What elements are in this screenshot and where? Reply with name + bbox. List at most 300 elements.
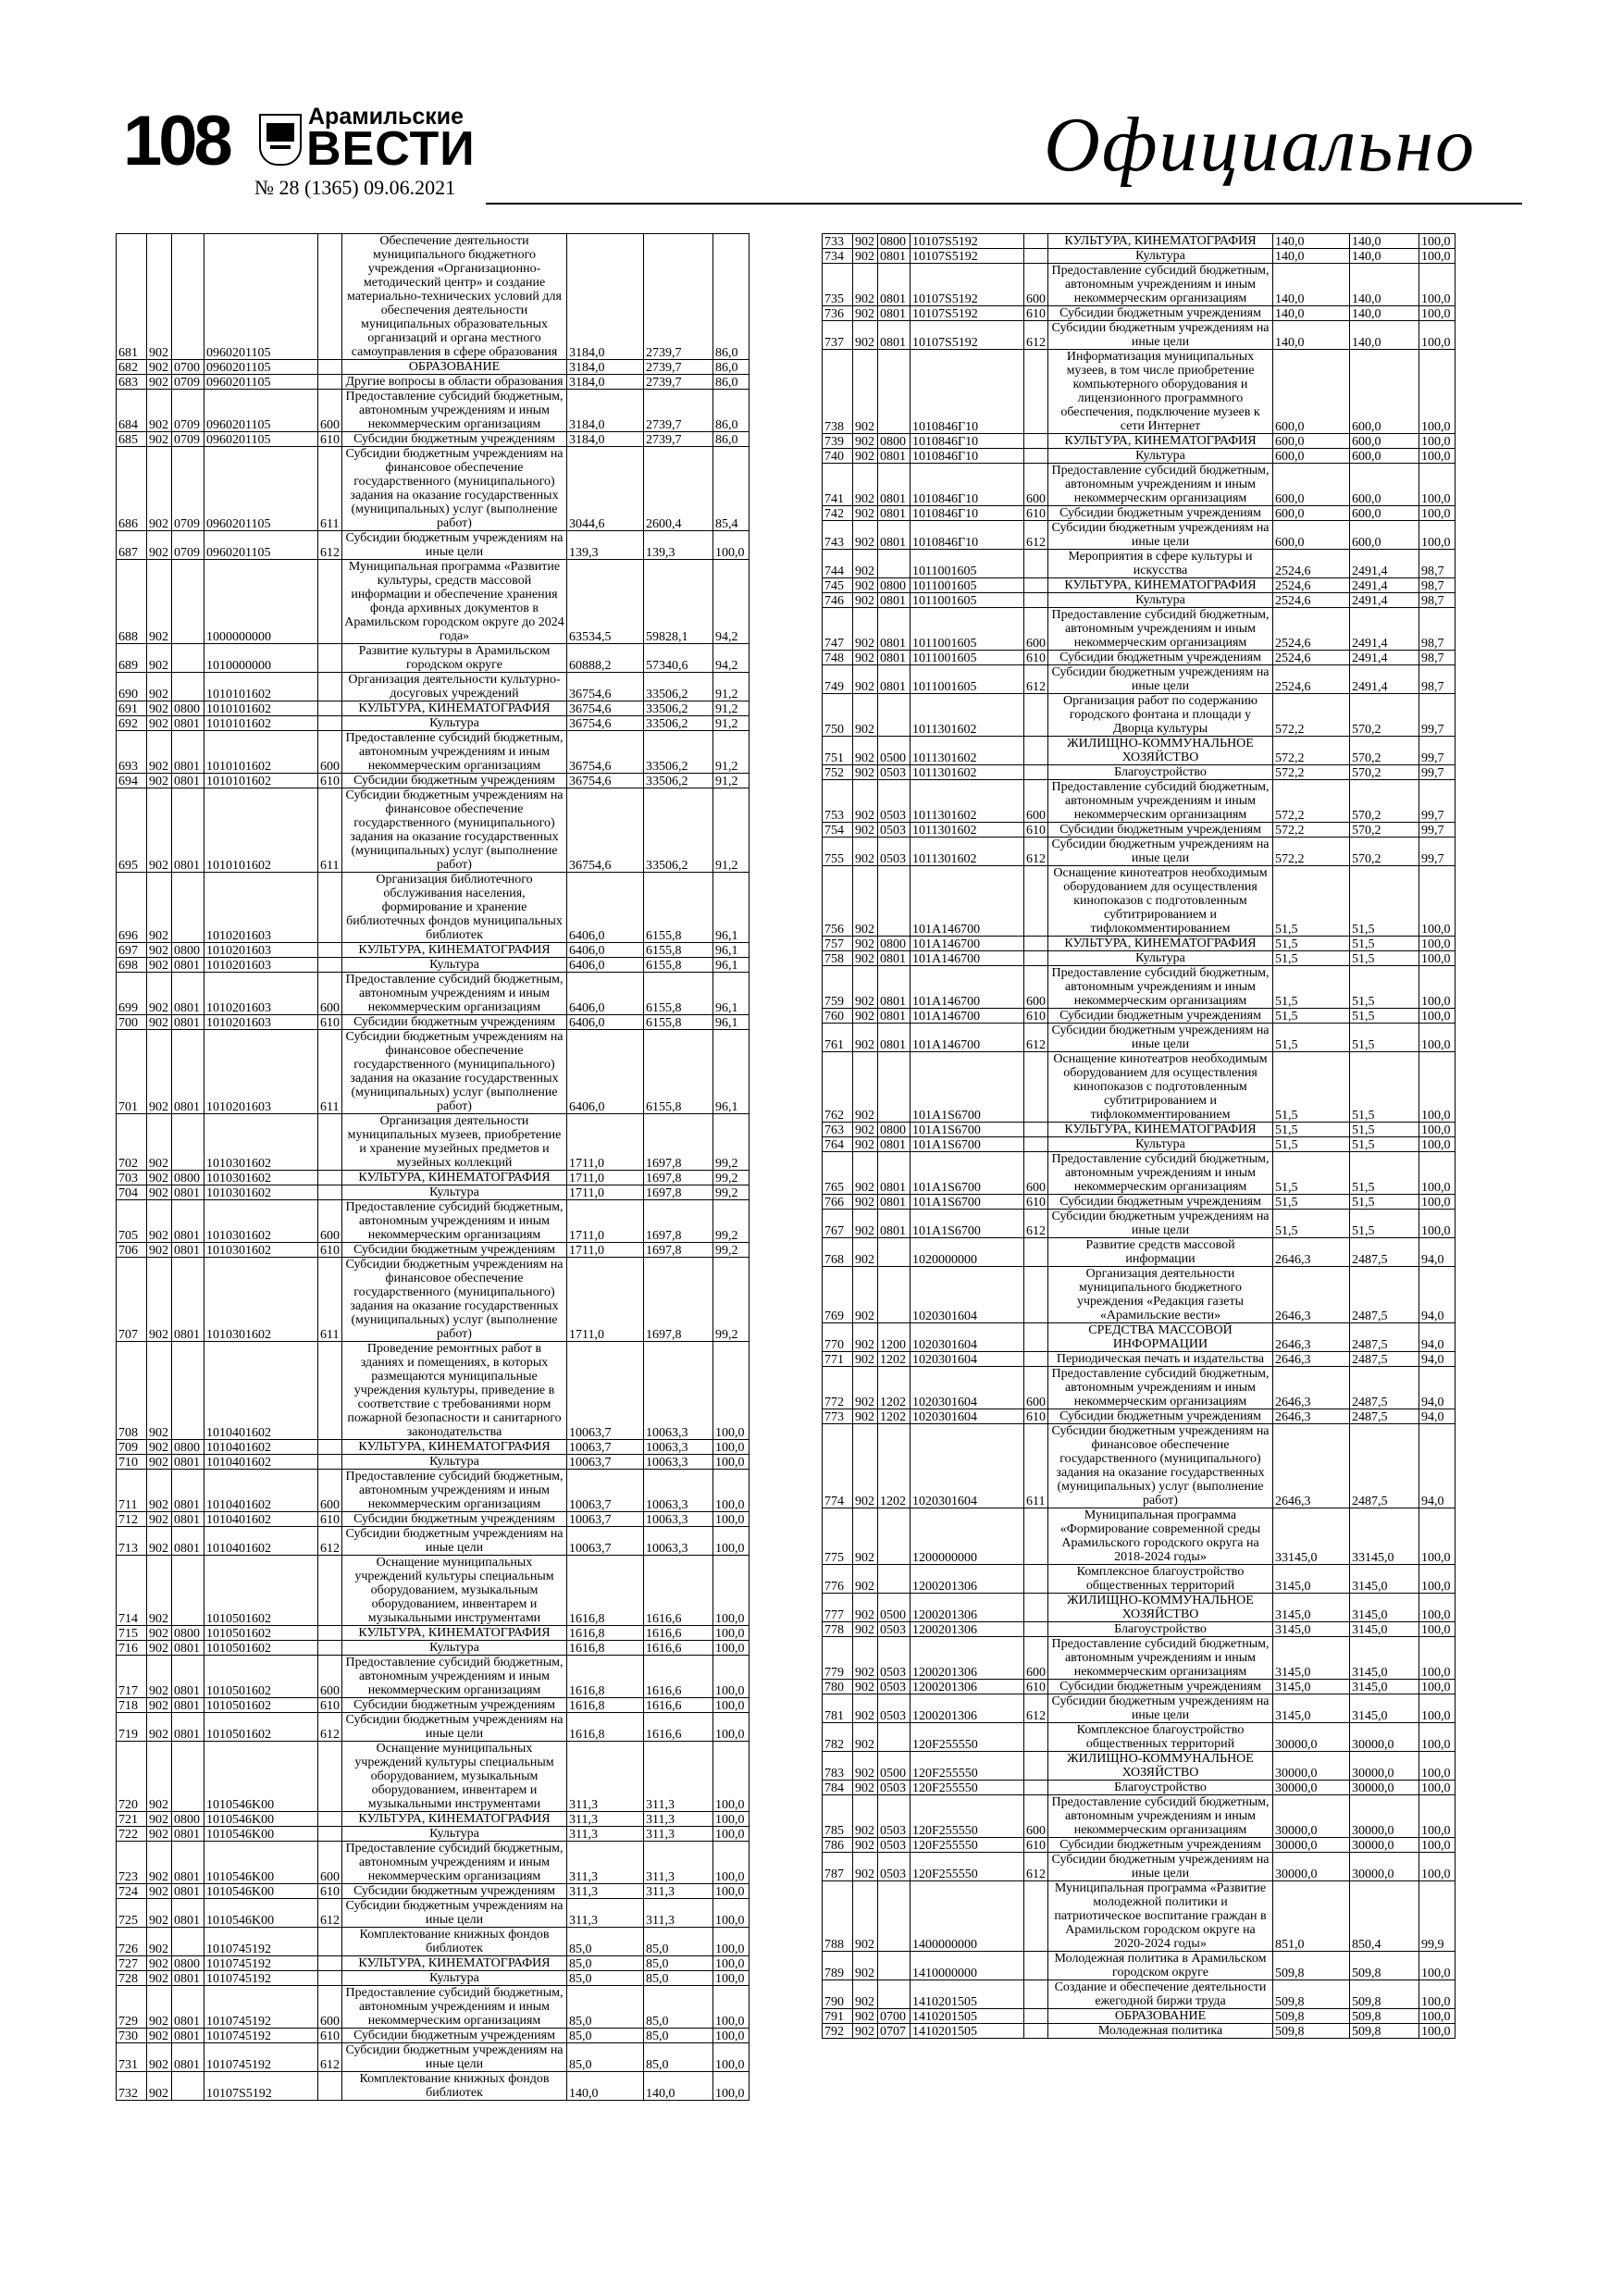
grbs-code: 902 bbox=[147, 1556, 172, 1626]
row-number: 682 bbox=[117, 360, 147, 375]
expense-type: 612 bbox=[1024, 321, 1048, 350]
plan-amount: 6406,0 bbox=[567, 873, 644, 943]
plan-amount: 311,3 bbox=[567, 1827, 644, 1842]
grbs-code: 902 bbox=[147, 1171, 172, 1185]
plan-amount: 572,2 bbox=[1273, 694, 1350, 737]
row-number: 688 bbox=[117, 560, 147, 644]
expense-type: 600 bbox=[318, 1200, 342, 1243]
actual-amount: 51,5 bbox=[1350, 951, 1419, 966]
table-row bbox=[823, 823, 1456, 838]
expense-type: 600 bbox=[318, 390, 342, 432]
actual-amount: 3145,0 bbox=[1350, 1637, 1419, 1680]
row-number: 792 bbox=[823, 2024, 853, 2039]
actual-amount: 1616,6 bbox=[644, 1626, 713, 1641]
section-code: 0801 bbox=[878, 464, 911, 506]
plan-amount: 2646,3 bbox=[1273, 1238, 1350, 1267]
plan-amount: 85,0 bbox=[567, 2043, 644, 2072]
percent: 100,0 bbox=[1419, 434, 1456, 449]
grbs-code: 902 bbox=[853, 578, 878, 593]
percent: 100,0 bbox=[1419, 1210, 1456, 1238]
grbs-code: 902 bbox=[147, 943, 172, 958]
actual-amount: 140,0 bbox=[1350, 249, 1419, 264]
table-row bbox=[823, 1052, 1456, 1123]
expense-type bbox=[1024, 1622, 1048, 1637]
table-row bbox=[117, 731, 750, 774]
table-row bbox=[823, 550, 1456, 578]
grbs-code: 902 bbox=[147, 390, 172, 432]
item-name: Культура bbox=[342, 1455, 567, 1470]
plan-amount: 10063,7 bbox=[567, 1470, 644, 1512]
item-name: Субсидии бюджетным учреждениям на иные цели bbox=[1048, 1024, 1273, 1052]
expense-type bbox=[1024, 937, 1048, 951]
row-number: 736 bbox=[823, 306, 853, 321]
plan-amount: 85,0 bbox=[567, 1971, 644, 1986]
item-name: Субсидии бюджетным учреждениям bbox=[342, 1884, 567, 1899]
grbs-code: 902 bbox=[853, 1195, 878, 1210]
row-number: 691 bbox=[117, 701, 147, 716]
target-article: 1011001605 bbox=[911, 665, 1024, 694]
table-row bbox=[823, 1123, 1456, 1137]
table-row bbox=[117, 560, 750, 644]
table-row bbox=[823, 1795, 1456, 1838]
actual-amount: 1616,6 bbox=[644, 1656, 713, 1698]
expense-type: 600 bbox=[1024, 464, 1048, 506]
target-article: 101A1S6700 bbox=[911, 1195, 1024, 1210]
expense-type: 611 bbox=[318, 447, 342, 531]
section-code: 0801 bbox=[172, 973, 204, 1015]
row-number: 775 bbox=[823, 1508, 853, 1565]
item-name: Предоставление субсидий бюджетным, автономным учреждениям и иным некоммерческим организациям bbox=[342, 973, 567, 1015]
target-article: 1200201306 bbox=[911, 1680, 1024, 1694]
actual-amount: 600,0 bbox=[1350, 449, 1419, 464]
item-name: Организация деятельности муниципального бюджетного учреждения «Редакция газеты «Арамильские вести» bbox=[1048, 1267, 1273, 1323]
expense-type: 611 bbox=[318, 1258, 342, 1342]
percent: 98,7 bbox=[1419, 578, 1456, 593]
grbs-code: 902 bbox=[853, 1795, 878, 1838]
plan-amount: 851,0 bbox=[1273, 1881, 1350, 1952]
expense-type: 610 bbox=[318, 1512, 342, 1527]
actual-amount: 3145,0 bbox=[1350, 1622, 1419, 1637]
percent: 94,0 bbox=[1419, 1352, 1456, 1367]
grbs-code: 902 bbox=[853, 249, 878, 264]
plan-amount: 572,2 bbox=[1273, 780, 1350, 823]
plan-amount: 51,5 bbox=[1273, 1123, 1350, 1137]
percent: 99,7 bbox=[1419, 765, 1456, 780]
table-row bbox=[823, 2024, 1456, 2039]
table-row bbox=[117, 375, 750, 390]
table-row bbox=[117, 1527, 750, 1556]
target-article: 1011301602 bbox=[911, 823, 1024, 838]
item-name: Субсидии бюджетным учреждениям bbox=[342, 2029, 567, 2043]
expense-type bbox=[1024, 2009, 1048, 2024]
item-name: Субсидии бюджетным учреждениям bbox=[1048, 1409, 1273, 1424]
section-code bbox=[172, 234, 204, 360]
row-number: 690 bbox=[117, 673, 147, 701]
target-article: 1010201603 bbox=[204, 958, 318, 973]
expense-type: 600 bbox=[1024, 1367, 1048, 1409]
plan-amount: 600,0 bbox=[1273, 506, 1350, 521]
target-article: 1010101602 bbox=[204, 774, 318, 788]
percent: 99,7 bbox=[1419, 694, 1456, 737]
actual-amount: 2739,7 bbox=[644, 432, 713, 447]
item-name: Комплектование книжных фондов библиотек bbox=[342, 2072, 567, 2101]
target-article: 1010501602 bbox=[204, 1641, 318, 1656]
grbs-code: 902 bbox=[853, 1352, 878, 1367]
table-row bbox=[117, 360, 750, 375]
percent: 100,0 bbox=[713, 1440, 750, 1455]
target-article: 1011001605 bbox=[911, 593, 1024, 608]
actual-amount: 311,3 bbox=[644, 1899, 713, 1928]
target-article: 1010745192 bbox=[204, 1928, 318, 1956]
expense-type bbox=[318, 1440, 342, 1455]
plan-amount: 51,5 bbox=[1273, 966, 1350, 1009]
row-number: 701 bbox=[117, 1030, 147, 1114]
section-code bbox=[172, 673, 204, 701]
item-name: Культура bbox=[1048, 249, 1273, 264]
grbs-code: 902 bbox=[853, 434, 878, 449]
item-name: Культура bbox=[342, 1185, 567, 1200]
actual-amount: 3145,0 bbox=[1350, 1594, 1419, 1622]
table-row bbox=[823, 434, 1456, 449]
grbs-code: 902 bbox=[147, 560, 172, 644]
item-name: Организация деятельности муниципальных музеев, приобретение и хранение музейных предметов и музейных коллекций bbox=[342, 1114, 567, 1171]
expense-type bbox=[1024, 737, 1048, 765]
row-number: 752 bbox=[823, 765, 853, 780]
row-number: 745 bbox=[823, 578, 853, 593]
actual-amount: 85,0 bbox=[644, 1971, 713, 1986]
row-number: 710 bbox=[117, 1455, 147, 1470]
percent: 100,0 bbox=[1419, 234, 1456, 249]
target-article: 1200201306 bbox=[911, 1622, 1024, 1637]
section-code bbox=[878, 1881, 911, 1952]
actual-amount: 570,2 bbox=[1350, 737, 1419, 765]
grbs-code: 902 bbox=[853, 1565, 878, 1594]
plan-amount: 2524,6 bbox=[1273, 578, 1350, 593]
plan-amount: 6406,0 bbox=[567, 943, 644, 958]
table-row bbox=[117, 1842, 750, 1884]
table-row bbox=[117, 873, 750, 943]
table-row bbox=[823, 1781, 1456, 1795]
table-row bbox=[823, 1694, 1456, 1723]
expense-type bbox=[1024, 1052, 1048, 1123]
target-article: 1011001605 bbox=[911, 578, 1024, 593]
percent: 100,0 bbox=[713, 1812, 750, 1827]
target-article: 1010201603 bbox=[204, 973, 318, 1015]
expense-type bbox=[1024, 1352, 1048, 1367]
item-name: КУЛЬТУРА, КИНЕМАТОГРАФИЯ bbox=[342, 701, 567, 716]
grbs-code: 902 bbox=[853, 1680, 878, 1694]
percent: 99,7 bbox=[1419, 838, 1456, 866]
masthead bbox=[116, 97, 1522, 208]
item-name: КУЛЬТУРА, КИНЕМАТОГРАФИЯ bbox=[342, 943, 567, 958]
row-number: 787 bbox=[823, 1853, 853, 1881]
section-code: 0801 bbox=[878, 306, 911, 321]
grbs-code: 902 bbox=[853, 2024, 878, 2039]
plan-amount: 51,5 bbox=[1273, 866, 1350, 937]
target-article: 1010401602 bbox=[204, 1512, 318, 1527]
percent: 100,0 bbox=[1419, 521, 1456, 550]
grbs-code: 902 bbox=[853, 1637, 878, 1680]
plan-amount: 509,8 bbox=[1273, 2009, 1350, 2024]
percent: 100,0 bbox=[1419, 1781, 1456, 1795]
target-article: 0960201105 bbox=[204, 531, 318, 560]
percent: 100,0 bbox=[1419, 1024, 1456, 1052]
section-code: 0801 bbox=[878, 264, 911, 306]
row-number: 712 bbox=[117, 1512, 147, 1527]
row-number: 749 bbox=[823, 665, 853, 694]
row-number: 743 bbox=[823, 521, 853, 550]
actual-amount: 2600,4 bbox=[644, 447, 713, 531]
section-code: 0709 bbox=[172, 432, 204, 447]
right-column bbox=[822, 233, 1456, 2039]
plan-amount: 85,0 bbox=[567, 1928, 644, 1956]
section-code bbox=[878, 1565, 911, 1594]
row-number: 778 bbox=[823, 1622, 853, 1637]
section-code: 0801 bbox=[172, 1015, 204, 1030]
expense-type: 610 bbox=[1024, 506, 1048, 521]
item-name: Субсидии бюджетным учреждениям bbox=[1048, 306, 1273, 321]
section-code bbox=[172, 873, 204, 943]
expense-type: 610 bbox=[1024, 1409, 1048, 1424]
item-name: Муниципальная программа «Формирование современной среды Арамильского городского округа на 2018-2024 годы» bbox=[1048, 1508, 1273, 1565]
plan-amount: 3184,0 bbox=[567, 375, 644, 390]
percent: 96,1 bbox=[713, 973, 750, 1015]
target-article: 1010546K00 bbox=[204, 1899, 318, 1928]
actual-amount: 30000,0 bbox=[1350, 1838, 1419, 1853]
target-article: 1010546K00 bbox=[204, 1742, 318, 1812]
grbs-code: 902 bbox=[147, 2043, 172, 2072]
expense-type: 610 bbox=[1024, 306, 1048, 321]
percent: 100,0 bbox=[713, 1556, 750, 1626]
row-number: 724 bbox=[117, 1884, 147, 1899]
row-number: 714 bbox=[117, 1556, 147, 1626]
percent: 100,0 bbox=[713, 1742, 750, 1812]
section-code: 1202 bbox=[878, 1424, 911, 1508]
plan-amount: 572,2 bbox=[1273, 765, 1350, 780]
actual-amount: 140,0 bbox=[1350, 306, 1419, 321]
section-code: 0801 bbox=[172, 1185, 204, 1200]
percent: 94,0 bbox=[1419, 1424, 1456, 1508]
section-code: 0801 bbox=[172, 774, 204, 788]
percent: 100,0 bbox=[713, 1827, 750, 1842]
row-number: 725 bbox=[117, 1899, 147, 1928]
row-number: 758 bbox=[823, 951, 853, 966]
item-name: Оснащение кинотеатров необходимым оборудованием для осуществления кинопоказов с подготовленным субтитрированием и тифлокомментированием bbox=[1048, 1052, 1273, 1123]
target-article: 1010846Г10 bbox=[911, 449, 1024, 464]
grbs-code: 902 bbox=[147, 873, 172, 943]
table-row bbox=[823, 1881, 1456, 1952]
section-code: 0801 bbox=[172, 958, 204, 973]
section-code: 0801 bbox=[172, 1258, 204, 1342]
plan-amount: 600,0 bbox=[1273, 464, 1350, 506]
section-code bbox=[172, 1928, 204, 1956]
target-article: 1010546K00 bbox=[204, 1812, 318, 1827]
row-number: 733 bbox=[823, 234, 853, 249]
section-code: 0503 bbox=[878, 838, 911, 866]
plan-amount: 2524,6 bbox=[1273, 651, 1350, 665]
grbs-code: 902 bbox=[147, 1455, 172, 1470]
percent: 100,0 bbox=[1419, 464, 1456, 506]
expense-type: 610 bbox=[318, 1243, 342, 1258]
item-name: Предоставление субсидий бюджетным, автономным учреждениям и иным некоммерческим организациям bbox=[1048, 1367, 1273, 1409]
grbs-code: 902 bbox=[147, 1527, 172, 1556]
grbs-code: 902 bbox=[147, 1656, 172, 1698]
target-article: 1200201306 bbox=[911, 1594, 1024, 1622]
target-article: 1010301602 bbox=[204, 1171, 318, 1185]
actual-amount: 10063,3 bbox=[644, 1512, 713, 1527]
plan-amount: 51,5 bbox=[1273, 1024, 1350, 1052]
plan-amount: 10063,7 bbox=[567, 1342, 644, 1440]
row-number: 694 bbox=[117, 774, 147, 788]
item-name: Предоставление субсидий бюджетным, автономным учреждениям и иным некоммерческим организациям bbox=[342, 1656, 567, 1698]
expense-type: 612 bbox=[318, 531, 342, 560]
actual-amount: 85,0 bbox=[644, 2043, 713, 2072]
grbs-code: 902 bbox=[147, 1884, 172, 1899]
table-row bbox=[117, 701, 750, 716]
row-number: 719 bbox=[117, 1713, 147, 1742]
item-name: КУЛЬТУРА, КИНЕМАТОГРАФИЯ bbox=[342, 1956, 567, 1971]
table-row bbox=[823, 306, 1456, 321]
grbs-code: 902 bbox=[147, 1185, 172, 1200]
table-row bbox=[823, 1152, 1456, 1195]
grbs-code: 902 bbox=[853, 350, 878, 434]
grbs-code: 902 bbox=[853, 550, 878, 578]
item-name: Субсидии бюджетным учреждениям bbox=[1048, 823, 1273, 838]
budget-table-left bbox=[116, 233, 750, 2101]
section-code: 0801 bbox=[172, 788, 204, 873]
plan-amount: 6406,0 bbox=[567, 973, 644, 1015]
actual-amount: 51,5 bbox=[1350, 1137, 1419, 1152]
grbs-code: 902 bbox=[147, 1200, 172, 1243]
grbs-code: 902 bbox=[853, 1152, 878, 1195]
table-row bbox=[117, 1440, 750, 1455]
expense-type: 611 bbox=[318, 788, 342, 873]
grbs-code: 902 bbox=[853, 2009, 878, 2024]
row-number: 692 bbox=[117, 716, 147, 731]
percent: 91,2 bbox=[713, 673, 750, 701]
actual-amount: 2491,4 bbox=[1350, 550, 1419, 578]
item-name: ЖИЛИЩНО-КОММУНАЛЬНОЕ ХОЗЯЙСТВО bbox=[1048, 1752, 1273, 1781]
actual-amount: 6155,8 bbox=[644, 958, 713, 973]
target-article: 1010201603 bbox=[204, 1030, 318, 1114]
expense-type: 600 bbox=[1024, 966, 1048, 1009]
percent: 91,2 bbox=[713, 731, 750, 774]
actual-amount: 509,8 bbox=[1350, 2024, 1419, 2039]
expense-type: 611 bbox=[1024, 1424, 1048, 1508]
target-article: 1200201306 bbox=[911, 1694, 1024, 1723]
table-row bbox=[117, 1185, 750, 1200]
grbs-code: 902 bbox=[147, 2029, 172, 2043]
expense-type bbox=[318, 560, 342, 644]
percent: 96,1 bbox=[713, 943, 750, 958]
table-row bbox=[117, 943, 750, 958]
target-article: 101A1S6700 bbox=[911, 1123, 1024, 1137]
grbs-code: 902 bbox=[853, 1210, 878, 1238]
row-number: 713 bbox=[117, 1527, 147, 1556]
table-row bbox=[117, 1713, 750, 1742]
item-name: Комплексное благоустройство общественных территорий bbox=[1048, 1565, 1273, 1594]
table-row bbox=[823, 765, 1456, 780]
plan-amount: 85,0 bbox=[567, 1956, 644, 1971]
table-row bbox=[823, 1238, 1456, 1267]
section-code bbox=[878, 350, 911, 434]
actual-amount: 51,5 bbox=[1350, 866, 1419, 937]
actual-amount: 51,5 bbox=[1350, 1052, 1419, 1123]
actual-amount: 2739,7 bbox=[644, 390, 713, 432]
target-article: 1400000000 bbox=[911, 1881, 1024, 1952]
section-code: 0503 bbox=[878, 1781, 911, 1795]
target-article: 1010301602 bbox=[204, 1200, 318, 1243]
section-code: 0801 bbox=[172, 1656, 204, 1698]
plan-amount: 3044,6 bbox=[567, 447, 644, 531]
table-row bbox=[823, 578, 1456, 593]
expense-type bbox=[1024, 578, 1048, 593]
grbs-code: 902 bbox=[853, 1594, 878, 1622]
grbs-code: 902 bbox=[147, 1928, 172, 1956]
row-number: 768 bbox=[823, 1238, 853, 1267]
plan-amount: 51,5 bbox=[1273, 951, 1350, 966]
grbs-code: 902 bbox=[147, 375, 172, 390]
percent: 99,7 bbox=[1419, 737, 1456, 765]
table-row bbox=[117, 1827, 750, 1842]
actual-amount: 2487,5 bbox=[1350, 1267, 1419, 1323]
percent: 100,0 bbox=[1419, 1637, 1456, 1680]
target-article: 101A1S6700 bbox=[911, 1210, 1024, 1238]
target-article: 1200201306 bbox=[911, 1565, 1024, 1594]
expense-type bbox=[1024, 249, 1048, 264]
grbs-code: 902 bbox=[853, 1137, 878, 1152]
grbs-code: 902 bbox=[853, 1052, 878, 1123]
row-number: 708 bbox=[117, 1342, 147, 1440]
section-code: 0801 bbox=[878, 593, 911, 608]
header-rule bbox=[486, 203, 1522, 205]
actual-amount: 10063,3 bbox=[644, 1527, 713, 1556]
actual-amount: 1697,8 bbox=[644, 1171, 713, 1185]
expense-type: 600 bbox=[318, 1656, 342, 1698]
percent: 99,7 bbox=[1419, 780, 1456, 823]
expense-type bbox=[318, 2072, 342, 2101]
plan-amount: 2646,3 bbox=[1273, 1352, 1350, 1367]
expense-type bbox=[1024, 866, 1048, 937]
plan-amount: 1616,8 bbox=[567, 1556, 644, 1626]
item-name: Предоставление субсидий бюджетным, автономным учреждениям и иным некоммерческим организациям bbox=[1048, 1152, 1273, 1195]
percent: 99,2 bbox=[713, 1200, 750, 1243]
plan-amount: 600,0 bbox=[1273, 350, 1350, 434]
table-row bbox=[823, 1723, 1456, 1752]
target-article: 1020301604 bbox=[911, 1267, 1024, 1323]
grbs-code: 902 bbox=[853, 651, 878, 665]
row-number: 683 bbox=[117, 375, 147, 390]
grbs-code: 902 bbox=[147, 447, 172, 531]
actual-amount: 2739,7 bbox=[644, 375, 713, 390]
percent: 86,0 bbox=[713, 432, 750, 447]
row-number: 763 bbox=[823, 1123, 853, 1137]
row-number: 727 bbox=[117, 1956, 147, 1971]
item-name: Субсидии бюджетным учреждениям на финансовое обеспечение государственного (муниципального) задания на оказание государственных (муниципальных) услуг (выполнение работ) bbox=[342, 447, 567, 531]
grbs-code: 902 bbox=[147, 701, 172, 716]
plan-amount: 10063,7 bbox=[567, 1455, 644, 1470]
table-row bbox=[823, 1752, 1456, 1781]
plan-amount: 51,5 bbox=[1273, 1152, 1350, 1195]
table-row bbox=[117, 1171, 750, 1185]
actual-amount: 1697,8 bbox=[644, 1243, 713, 1258]
section-code bbox=[172, 560, 204, 644]
table-row bbox=[117, 2072, 750, 2101]
table-row bbox=[823, 1137, 1456, 1152]
table-row bbox=[117, 234, 750, 360]
target-article: 1010101602 bbox=[204, 701, 318, 716]
grbs-code: 902 bbox=[147, 644, 172, 673]
